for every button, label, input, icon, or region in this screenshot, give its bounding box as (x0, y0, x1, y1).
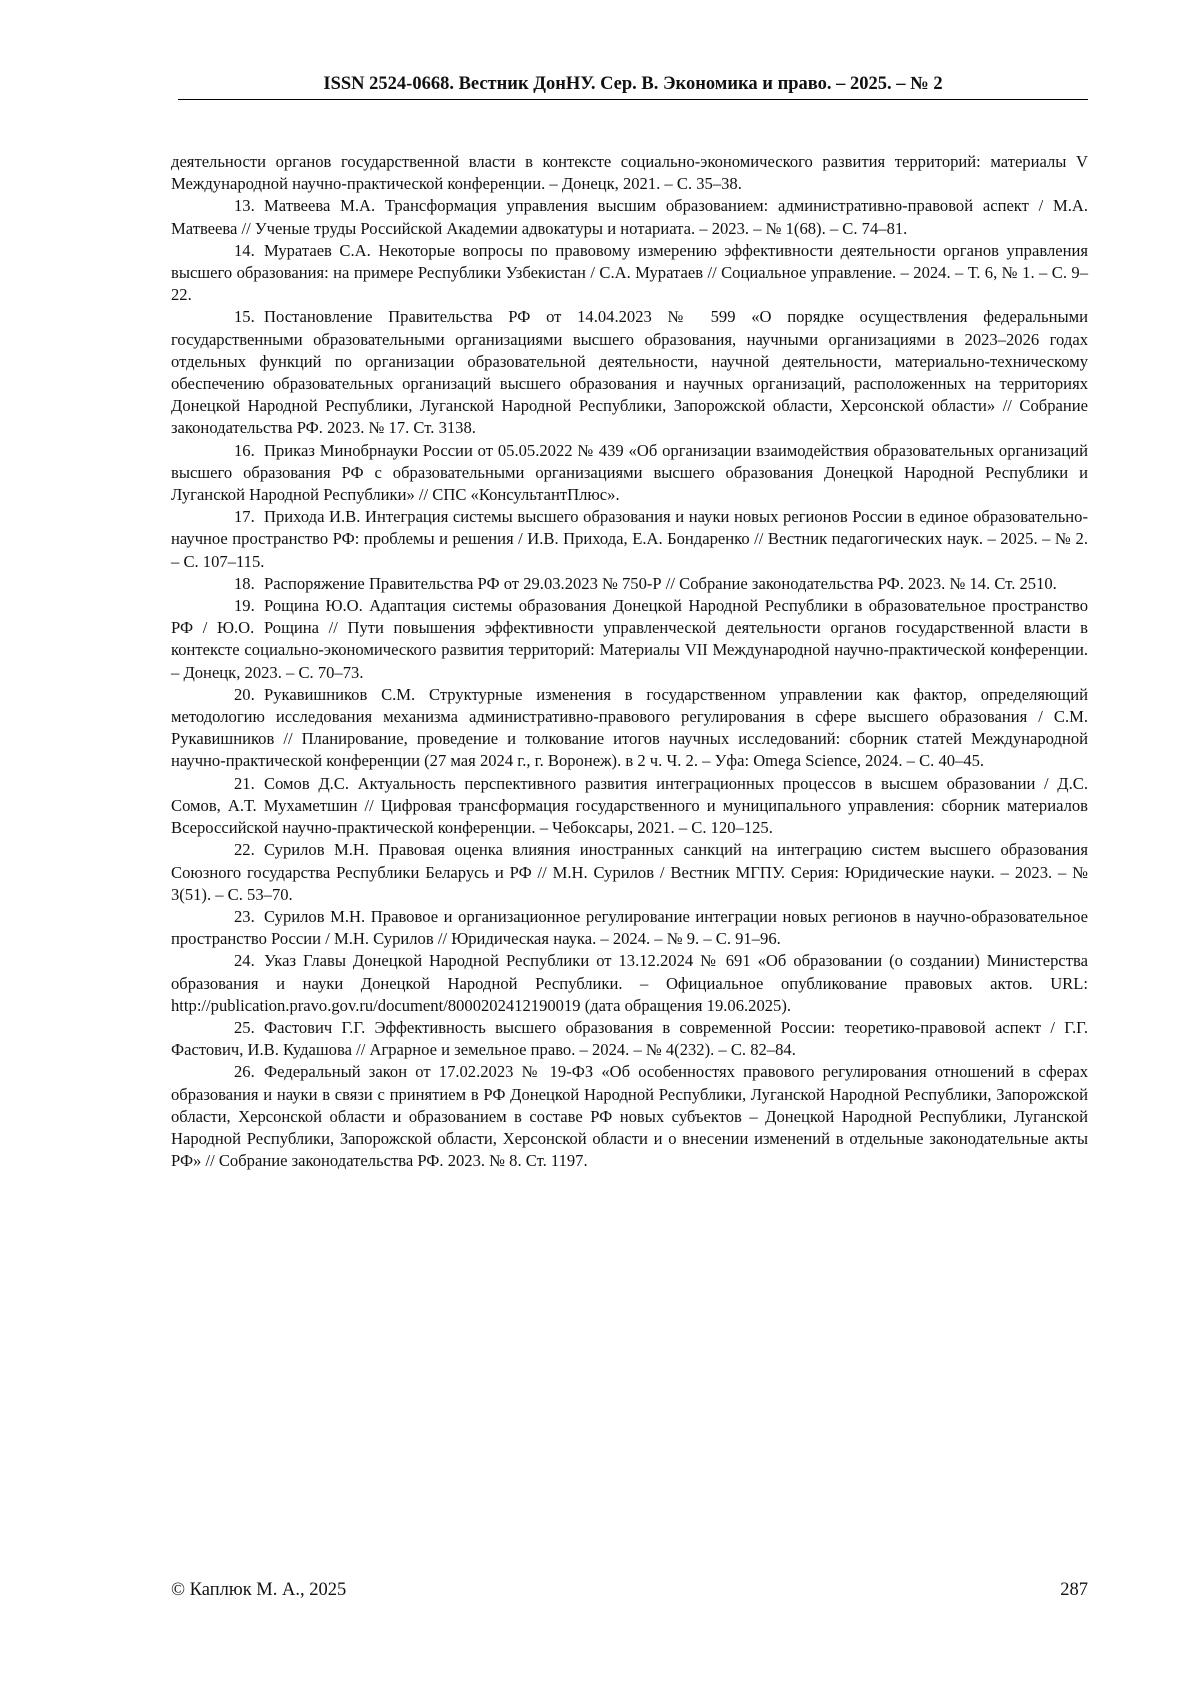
reference-item (171, 839, 1088, 906)
page-number (1060, 1578, 1088, 1602)
reference-item (171, 684, 1088, 773)
running-header (178, 72, 1088, 100)
reference-item (171, 506, 1088, 573)
reference-text: Прихода И.В. Интеграция системы высшего образования и науки новых регионов России в единое образовательно-научное пространство РФ: проблемы и решения / И.В. Прихода, Е.А. Бондаренко // Вестник педагогических наук. – 2025. – № 2. – С. 107–115. (171, 507, 1088, 571)
reference-text: Матвеева М.А. Трансформация управления высшим образованием: административно-правовой аспект / М.А. Матвеева // Ученые труды Российской Академии адвокатуры и нотариата. – 2023. – № 1(68). – С. 74–81. (171, 196, 1088, 238)
reference-number: 14. (234, 240, 255, 260)
copyright-text: © Каплюк М. А., 2025 (171, 1580, 347, 1600)
reference-item (171, 595, 1088, 684)
reference-text: Муратаев С.А. Некоторые вопросы по правовому измерению эффективности деятельности органов управления высшего образования: на примере Республики Узбекистан / С.А. Муратаев // Социальное управление. – 2024. – Т. 6, № 1. – С. 9–22. (171, 240, 1088, 305)
reference-text: Распоряжение Правительства РФ от 29.03.2023 № 750-Р // Собрание законодательства РФ. 2023. № 14. Ст. 2510. (264, 573, 1057, 593)
reference-item (171, 573, 1088, 595)
reference-text: Сомов Д.С. Актуальность перспективного развития интеграционных процессов в высшем образовании / Д.С. Сомов, А.Т. Мухаметшин // Цифровая трансформация государственного и муниципального управления: сборник материалов Всероссийской научно-практической конференции. – Чебоксары, 2021. – С. 120–125. (171, 773, 1088, 838)
reference-text: Сурилов М.Н. Правовое и организационное регулирование интеграции новых регионов в научно-образовательное пространство России / М.Н. Сурилов // Юридическая наука. – 2024. – № 9. – С. 91–96. (171, 906, 1088, 949)
page-number-text: 287 (1060, 1580, 1088, 1600)
reference-item (171, 1061, 1088, 1172)
reference-item (171, 440, 1088, 507)
reference-item (171, 950, 1088, 1017)
reference-item (171, 773, 1088, 840)
reference-text: Федеральный закон от 17.02.2023 № 19-ФЗ «Об особенностях правового регулирования отношений в сферах образования и науки в связи с принятием в РФ Донецкой Народной Республики, Луганской Народной Республики, Запорожской области, Херсонской области и образованием в составе РФ новых субъектов – Донецкой Народной Республики, Луганской Народной Республики, Запорожской области, Херсонской области и о внесении изменений в отдельные законодательные акты РФ» // Собрание законодательства РФ. 2023. № 8. Ст. 1197. (171, 1062, 1088, 1171)
reference-number: 23. (234, 906, 255, 926)
reference-number: 21. (234, 773, 255, 793)
reference-text: Постановление Правительства РФ от 14.04.2023 № 599 «О порядке осуществления федеральными государственными образовательными организациями высшего образования, научными организациями в 2023–2026 годах отдельных функций по организации образовательной деятельности, научной деятельности, материально-техническому обеспечению образовательных организаций высшего образования и научных организаций, расположенных на территориях Донецкой Народной Республики, Луганской Народной Республики, Запорожской области, Херсонской области» // Собрание законодательства РФ. 2023. № 17. Ст. 3138. (171, 307, 1088, 438)
reference-item (171, 306, 1088, 439)
reference-list (171, 151, 1088, 1172)
reference-number: 13. (234, 196, 255, 216)
reference-item (171, 240, 1088, 307)
reference-item (171, 195, 1088, 239)
running-title: ISSN 2524-0668. Вестник ДонНУ. Сер. В. Экономика и право. – 2025. – № 2 (323, 74, 943, 94)
reference-item (171, 1017, 1088, 1061)
reference-text: Приказ Минобрнауки России от 05.05.2022 № 439 «Об организации взаимодействия образовательных организаций высшего образования РФ с образовательными организациями высшего образования Донецкой Народной Республики и Луганской Народной Республики» // СПС «КонсультантПлюс». (171, 440, 1088, 505)
reference-text: Рощина Ю.О. Адаптация системы образования Донецкой Народной Республики в образовательное пространство РФ / Ю.О. Рощина // Пути повышения эффективности управленческой деятельности органов государственной власти в контексте социально-экономического развития территорий: Материалы VII Международной научно-практической конференции. – Донецк, 2023. – С. 70–73. (171, 596, 1088, 682)
reference-number: 25. (234, 1017, 255, 1037)
reference-item (171, 906, 1088, 950)
reference-number: 24. (234, 951, 255, 971)
reference-text: Фастович Г.Г. Эффективность высшего образования в современной России: теоретико-правовой аспект / Г.Г. Фастович, И.В. Кудашова // Аграрное и земельное право. – 2024. – № 4(232). – С. 82–84. (171, 1017, 1088, 1060)
reference-text: Указ Главы Донецкой Народной Республики от 13.12.2024 № 691 «Об образовании (о создании) Министерства образования и науки Донецкой Народной Республики. – Официальное опубликование правовых актов. URL: http://publication.pravo.gov.ru/document/8000202412190019 (дата обращения 19.06.2025). (171, 951, 1088, 1015)
reference-number: 16. (234, 440, 255, 460)
reference-number: 26. (234, 1062, 255, 1082)
reference-continuation: деятельности органов государственной власти в контексте социально-экономического развития территорий: материалы V Международной научно-практической конференции. – Донецк, 2021. – С. 35–38. (171, 152, 1088, 194)
reference-number: 18. (234, 573, 255, 593)
reference-number: 22. (234, 840, 255, 860)
reference-number: 15. (234, 307, 255, 327)
reference-text: Сурилов М.Н. Правовая оценка влияния иностранных санкций на интеграцию систем высшего образования Союзного государства Республики Беларусь и РФ // М.Н. Сурилов / Вестник МГПУ. Серия: Юридические науки. – 2023. – № 3(51). – С. 53–70. (171, 840, 1088, 904)
copyright-notice (171, 1578, 346, 1602)
reference-number: 20. (234, 684, 255, 704)
reference-text: Рукавишников С.М. Структурные изменения в государственном управлении как фактор, определяющий методологию исследования механизма административно-правового регулирования в сфере высшего образования / С.М. Рукавишников // Планирование, проведение и толкование итогов научных исследований: сборник статей Международной научно-практической конференции (27 мая 2024 г., г. Воронеж). в 2 ч. Ч. 2. – Уфа: Omega Science, 2024. – С. 40–45. (171, 684, 1088, 771)
reference-number: 19. (234, 596, 255, 616)
reference-number: 17. (234, 507, 255, 527)
